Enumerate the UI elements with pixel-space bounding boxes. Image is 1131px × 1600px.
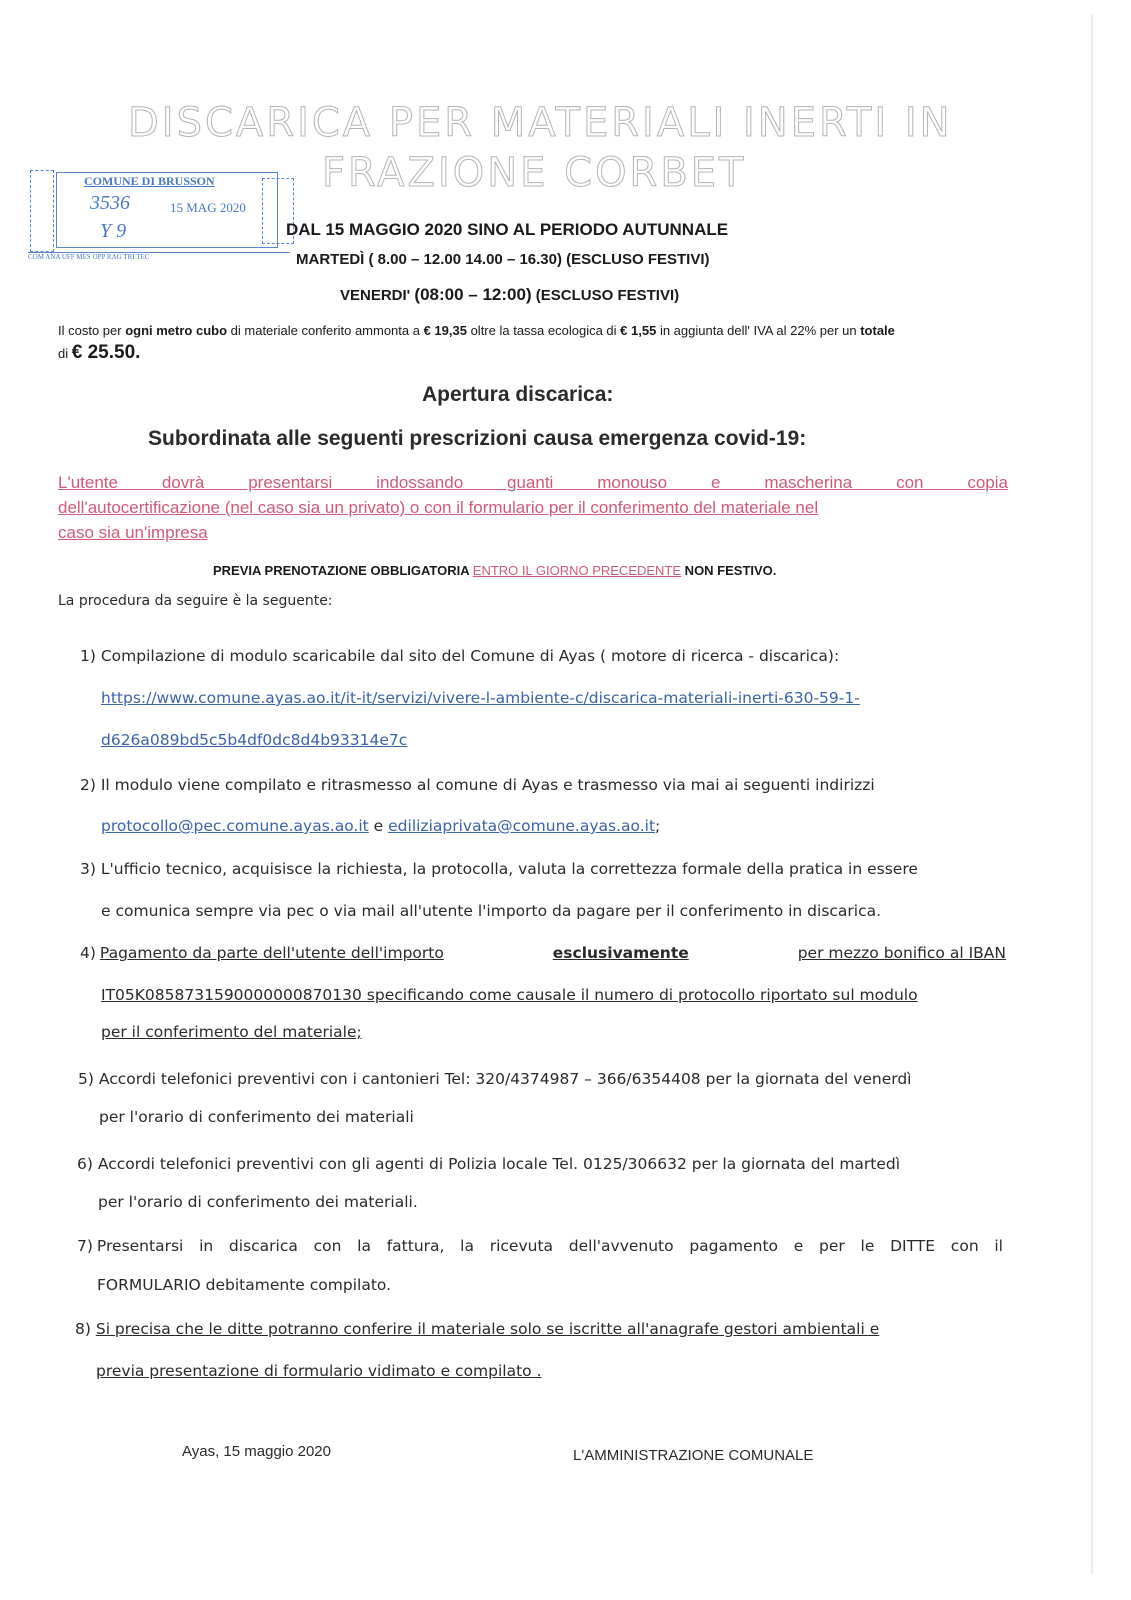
cost-paragraph [58,320,1048,365]
step-4 [80,944,1006,962]
email-protocollo-link[interactable]: protocollo@pec.comune.ayas.ao.it [101,817,369,835]
step-7-line-1: Presentarsi in discarica con la fattura, la ricevuta dell'avvenuto pagamento e per le DITTE con il [96,1237,1003,1255]
step-2-text: Il modulo viene compilato e ritrasmesso al comune di Ayas e trasmesso via mai ai seguenti indirizzi [100,776,875,794]
step-3-number: 3) [80,860,96,878]
cost-text-1: Il costo per [58,323,126,338]
schedule-period: DAL 15 MAGGIO 2020 SINO AL PERIODO AUTUNNALE [286,220,729,239]
stamp-date: 15 MAG 2020 [170,200,246,215]
stamp-handwritten: Y 9 [100,220,127,242]
step-7-number: 7) [77,1237,93,1255]
step-7 [77,1237,1003,1255]
step-8-line-1: Si precisa che le ditte potranno conferire il materiale solo se iscritte all'anagrafe gestori ambientali e [95,1320,880,1338]
cost-text-4: in aggiunta dell' IVA al 22% per un [656,323,861,338]
cost-unit: ogni metro cubo [125,323,228,338]
cost-price: € 19,35 [423,323,467,338]
step-1-link-line-1[interactable]: https://www.comune.ayas.ao.it/it-it/servizi/vivere-l-ambiente-c/discarica-materiali-inerti-630-59-1- [101,689,860,707]
step-3-line-2: e comunica sempre via pec o via mail all'utente l'importo da pagare per il conferimento in discarica. [101,902,882,920]
step-2-number: 2) [80,776,96,794]
step-1-text: Compilazione di modulo scaricabile dal sito del Comune di Ayas ( motore di ricerca - discarica): [100,647,840,665]
email-edilizia-link[interactable]: ediliziaprivata@comune.ayas.ao.it [388,817,656,835]
step-3-line-1: L'ufficio tecnico, acquisisce la richiesta, la protocolla, valuta la correttezza formale della pratica in essere [100,860,918,878]
step-4-line-1c: per mezzo bonifico al IBAN [797,944,1006,962]
step-1 [80,647,839,665]
step-5 [78,1070,911,1088]
step-8-number: 8) [75,1320,91,1338]
prenotazione-line [213,563,776,578]
step-2-and: e [368,817,389,835]
covid-note-line-1: L'utente dovrà presentarsi indossando guanti monouso e mascherina con copia [58,473,1008,492]
step-1-link-line-2[interactable]: d626a089bd5c5b4df0dc8d4b93314e7c [101,731,408,749]
heading-apertura: Apertura discarica: [422,383,614,406]
step-5-line-1: Accordi telefonici preventivi con i cantonieri Tel: 320/4374987 – 366/6354408 per la giornata del venerdì [98,1070,912,1088]
stamp-left-column [30,170,54,252]
cost-text-5: di [58,346,69,361]
step-1-number: 1) [80,647,96,665]
cost-total-label: totale [860,323,895,338]
step-2-end: ; [655,817,661,835]
step-6-line-2: per l'orario di conferimento dei materiali. [98,1193,418,1211]
step-5-number: 5) [78,1070,94,1088]
step-6-line-1: Accordi telefonici preventivi con gli agenti di Polizia locale Tel. 0125/306632 per la giornata del martedì [97,1155,901,1173]
step-8-line-2: previa presentazione di formulario vidimato e compilato . [96,1362,542,1380]
stamp-footer-cells: COM ANA UFF MES OPP RAG TRI TEC [28,252,290,261]
step-3 [80,860,918,878]
procedure-intro: La procedura da seguire è la seguente: [58,593,333,609]
prenotazione-text-2: NON FESTIVO. [681,563,777,578]
scan-edge [1091,14,1093,1574]
covid-note [58,470,1008,545]
step-4-number: 4) [80,944,96,962]
cost-eco-tax: € 1,55 [620,323,657,338]
cost-total-value: € 25.50. [71,342,141,363]
step-7-line-2: FORMULARIO debitamente compilato. [97,1276,392,1294]
step-6 [77,1155,900,1173]
friday-suffix: (ESCLUSO FESTIVI) [531,287,680,304]
title-line-1: DISCARICA PER MATERIALI INERTI IN [128,100,953,146]
stamp-comune: COMUNE DI BRUSSON [84,174,215,188]
step-2 [80,776,875,794]
prenotazione-deadline: ENTRO IL GIORNO PRECEDENTE [472,563,682,578]
step-4-line-3: per il conferimento del materiale; [101,1023,362,1041]
schedule-friday [340,285,679,305]
heading-subordinata: Subordinata alle seguenti prescrizioni causa emergenza covid-19: [148,427,807,450]
step-8 [75,1320,879,1338]
prenotazione-text-1: PREVIA PRENOTAZIONE OBBLIGATORIA [213,563,473,578]
step-2-emails [101,817,660,835]
step-4-line-2: IT05K0858731590000000870130 specificando come causale il numero di protocollo riportato sul modulo [101,986,918,1004]
step-4-line-1a: Pagamento da parte dell'utente dell'importo [99,944,444,962]
cost-text-3: oltre la tassa ecologica di [466,323,621,338]
schedule-tuesday: MARTEDÌ ( 8.00 – 12.00 14.00 – 16.30) (ESCLUSO FESTIVI) [296,251,710,268]
footer-place-date: Ayas, 15 maggio 2020 [182,1443,331,1460]
title-line-2: FRAZIONE CORBET [322,150,747,196]
step-6-number: 6) [77,1155,93,1173]
footer-signature: L'AMMINISTRAZIONE COMUNALE [573,1447,814,1464]
step-5-line-2: per l'orario di conferimento dei materiali [99,1108,414,1126]
covid-note-line-3: caso sia un'impresa [58,523,208,542]
friday-prefix: VENERDI' [340,287,415,304]
step-4-line-1 [100,944,1006,962]
protocol-stamp [28,168,296,268]
cost-text-2: di materiale conferito ammonta a [227,323,424,338]
stamp-number: 3536 [90,192,130,214]
step-4-esclusivamente: esclusivamente [552,944,689,962]
friday-hours: (08:00 – 12:00) [414,285,532,304]
covid-note-line-2: dell'autocertificazione (nel caso sia un privato) o con il formulario per il conferimento del materiale nel [58,498,819,517]
